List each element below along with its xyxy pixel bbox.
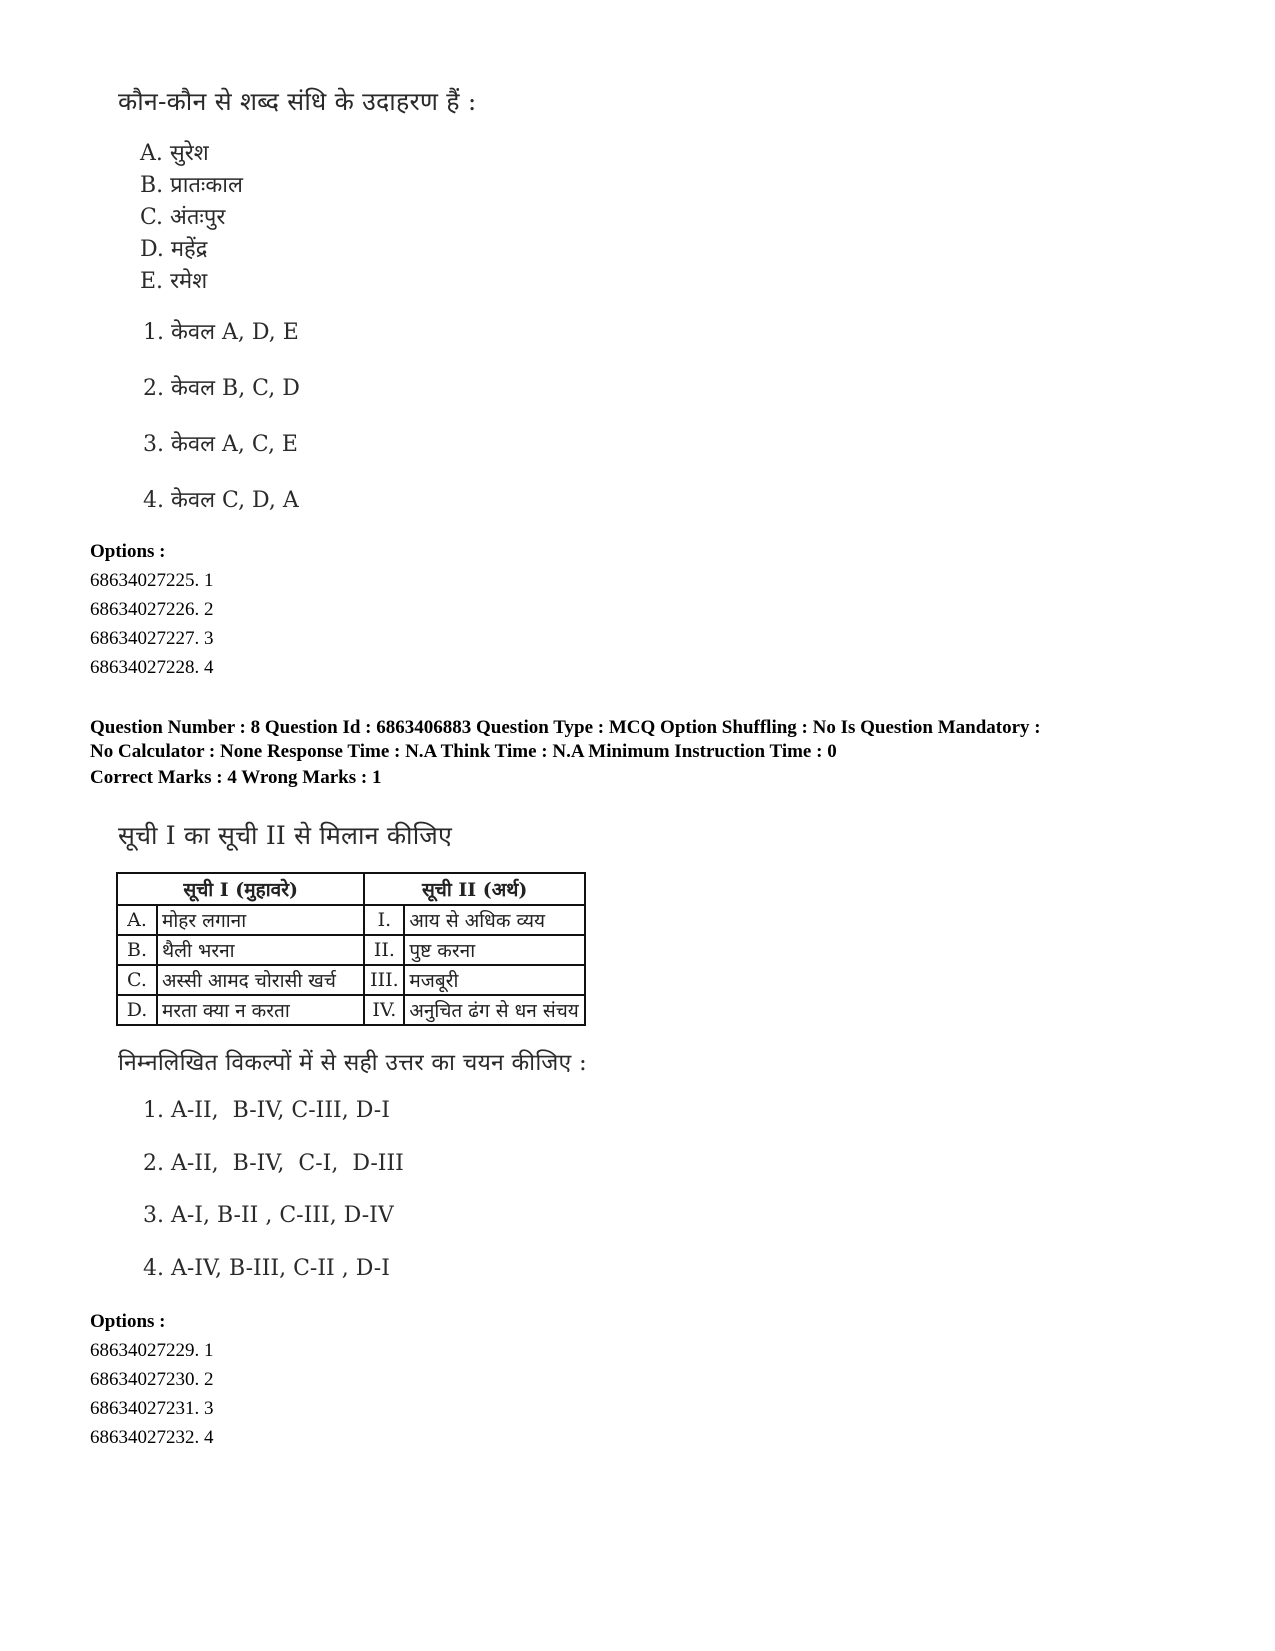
q7-options-list (90, 566, 214, 682)
q8-meta-line-2: No Calculator : None Response Time : N.A Think Time : N.A Minimum Instruction Time : 0 (90, 741, 837, 762)
table-cell-idiom: थैली भरना (157, 935, 364, 965)
table-cell-meaning: आय से अधिक व्यय (404, 905, 585, 935)
q7-choice-4: 4. केवल C, D, A (143, 488, 299, 513)
q7-statement-c: C. अंतःपुर (140, 205, 226, 230)
table-header-row (117, 873, 585, 905)
q8-choice-2: 2. A-II, B-IV, C-I, D-III (143, 1151, 404, 1176)
q7-option-2: 68634027226. 2 (90, 599, 214, 620)
q8-option-2: 68634027230. 2 (90, 1369, 214, 1390)
q8-stem: सूची I का सूची II से मिलान कीजिए (118, 821, 452, 850)
q8-options-label: Options : (90, 1311, 166, 1332)
q8-match-table (116, 872, 586, 1026)
q7-option-4: 68634027228. 4 (90, 657, 214, 678)
q8-option-1: 68634027229. 1 (90, 1340, 214, 1361)
table-cell-key: III. (364, 965, 404, 995)
q8-option-3: 68634027231. 3 (90, 1398, 214, 1419)
table-row (117, 995, 585, 1025)
table-cell-key: B. (117, 935, 157, 965)
q7-choice-2: 2. केवल B, C, D (143, 376, 300, 401)
q8-marks: Correct Marks : 4 Wrong Marks : 1 (90, 767, 382, 788)
table-cell-meaning: अनुचित ढंग से धन संचय (404, 995, 585, 1025)
table-cell-meaning: मजबूरी (404, 965, 585, 995)
table-header-list-2: सूची II (अर्थ) (364, 873, 585, 905)
q7-choice-3: 3. केवल A, C, E (143, 432, 298, 457)
q8-choice-3: 3. A-I, B-II , C-III, D-IV (143, 1203, 394, 1228)
table-cell-idiom: मरता क्या न करता (157, 995, 364, 1025)
table-cell-key: D. (117, 995, 157, 1025)
table-row (117, 905, 585, 935)
table-cell-key: A. (117, 905, 157, 935)
q7-statement-d: D. महेंद्र (140, 237, 208, 262)
q7-stem: कौन-कौन से शब्द संधि के उदाहरण हैं : (118, 87, 477, 116)
q7-options-label: Options : (90, 541, 166, 562)
q7-statements (140, 138, 243, 298)
q8-instruction: निम्नलिखित विकल्पों में से सही उत्तर का चयन कीजिए : (118, 1050, 587, 1076)
q8-options-list (90, 1336, 214, 1452)
q7-choice-1: 1. केवल A, D, E (143, 320, 299, 345)
q8-choice-1: 1. A-II, B-IV, C-III, D-I (143, 1098, 390, 1123)
table-row (117, 935, 585, 965)
table-cell-key: II. (364, 935, 404, 965)
q8-choice-4: 4. A-IV, B-III, C-II , D-I (143, 1256, 390, 1281)
q8-option-4: 68634027232. 4 (90, 1427, 214, 1448)
q7-statement-e: E. रमेश (140, 269, 208, 294)
q8-meta (90, 716, 1190, 764)
q7-statement-a: A. सुरेश (140, 141, 209, 166)
table-cell-key: C. (117, 965, 157, 995)
q8-meta-line-1: Question Number : 8 Question Id : 6863406883 Question Type : MCQ Option Shuffling : No Is Question Mandatory : (90, 717, 1041, 738)
table-cell-idiom: मोहर लगाना (157, 905, 364, 935)
table-cell-meaning: पुष्ट करना (404, 935, 585, 965)
table-row (117, 965, 585, 995)
q7-option-1: 68634027225. 1 (90, 570, 214, 591)
table-cell-idiom: अस्सी आमद चोरासी खर्च (157, 965, 364, 995)
q7-statement-b: B. प्रातःकाल (140, 173, 243, 198)
table-header-list-1: सूची I (मुहावरे) (117, 873, 364, 905)
table-cell-key: I. (364, 905, 404, 935)
table-cell-key: IV. (364, 995, 404, 1025)
q7-option-3: 68634027227. 3 (90, 628, 214, 649)
